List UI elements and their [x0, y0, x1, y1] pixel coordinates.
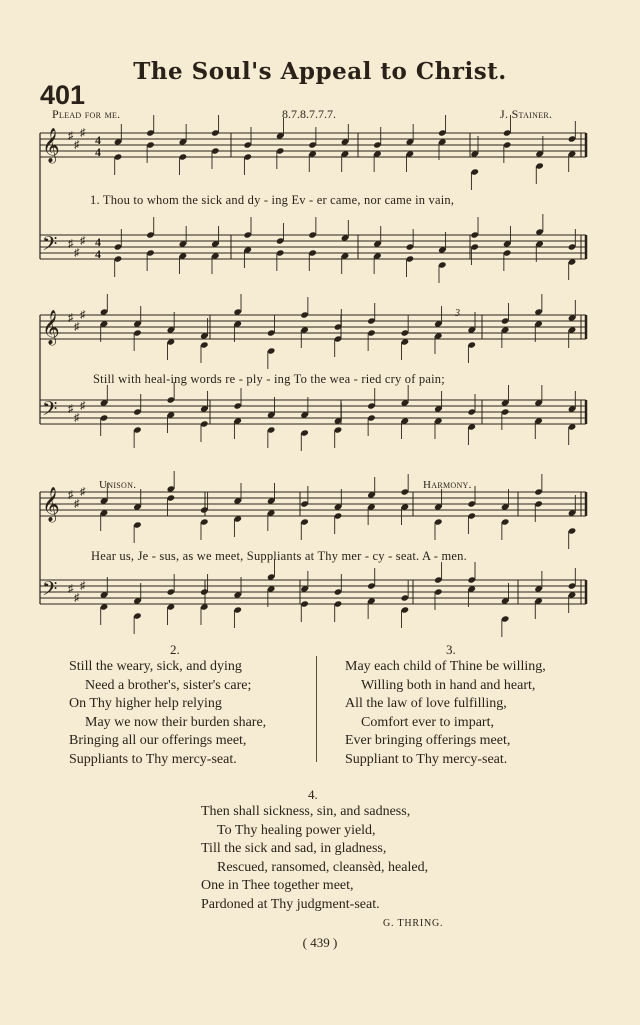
sharp-sign: ♯	[74, 412, 80, 424]
sharp-sign: ♯	[68, 312, 74, 324]
verse-line: Pardoned at Thy judgment-seat.	[201, 896, 380, 912]
verse-4-number: 4.	[308, 787, 318, 802]
treble-clef-icon: 𝄞	[42, 488, 60, 521]
sharp-sign: ♯	[68, 403, 74, 415]
verse-line: Comfort ever to impart,	[361, 714, 494, 730]
sharp-sign: ♯	[74, 247, 80, 259]
verse-line: Need a brother's, sister's care;	[85, 677, 252, 693]
verse-line: All the law of love fulfilling,	[345, 696, 507, 712]
lyric-line-1: 1. Thou to whom the sick and dy - ing Ev - er came, nor came in vain,	[90, 193, 455, 207]
sharp-sign: ♯	[80, 309, 86, 321]
treble-clef-icon: 𝄞	[42, 129, 60, 162]
treble-clef-icon: 𝄞	[42, 311, 60, 344]
hymn-title: The Soul's Appeal to Christ.	[133, 58, 507, 85]
verse-line: Suppliant to Thy mercy-seat.	[345, 751, 508, 767]
lyric-line-3: Hear us, Je - sus, as we meet, Suppliants at Thy mer - cy - seat. A - men.	[91, 549, 467, 563]
sharp-sign: ♯	[80, 235, 86, 247]
verse-line: Ever bringing offerings meet,	[345, 733, 511, 749]
verse-line: May we now their burden share,	[85, 714, 267, 730]
verse-2-number: 2.	[170, 642, 180, 657]
sharp-sign: ♯	[68, 583, 74, 595]
time-signature-top: 4	[95, 235, 101, 249]
verse-line: On Thy higher help relying	[69, 696, 222, 712]
verse-line: May each child of Thine be willing,	[345, 659, 546, 674]
verse-line: Then shall sickness, sin, and sadness,	[201, 804, 411, 819]
bass-clef-icon: 𝄢	[42, 234, 58, 260]
sharp-sign: ♯	[80, 486, 86, 498]
time-signature-bottom: 4	[95, 145, 101, 159]
sharp-sign: ♯	[74, 139, 80, 151]
sharp-sign: ♯	[74, 498, 80, 510]
tune-name: Plead for me.	[52, 107, 121, 121]
sharp-sign: ♯	[68, 489, 74, 501]
sharp-sign: ♯	[74, 592, 80, 604]
verse-3-number: 3.	[446, 642, 456, 657]
triplet-mark: 3	[455, 308, 460, 319]
meter: 8.7.8.7.7.7.	[282, 107, 336, 121]
verse-line: One in Thee together meet,	[201, 878, 354, 894]
verse-line: Suppliants to Thy mercy-seat.	[69, 751, 237, 767]
verse-line: To Thy healing power yield,	[217, 822, 376, 838]
composer: J. Stainer.	[500, 107, 553, 121]
time-signature-bottom: 4	[95, 247, 101, 261]
author: G. THRING.	[383, 918, 444, 929]
bass-clef-icon: 𝄢	[42, 579, 58, 605]
time-signature-top: 4	[95, 133, 101, 147]
lyric-line-2: Still with heal-ing words re - ply - ing To the wea - ried cry of pain;	[93, 372, 445, 386]
verse-2	[69, 658, 266, 770]
sharp-sign: ♯	[74, 321, 80, 333]
harmony-label: Harmony.	[423, 479, 472, 491]
verse-line: Still the weary, sick, and dying	[69, 659, 242, 674]
sharp-sign: ♯	[68, 238, 74, 250]
sharp-sign: ♯	[80, 580, 86, 592]
verse-4	[201, 803, 428, 915]
sharp-sign: ♯	[68, 130, 74, 142]
sharp-sign: ♯	[80, 127, 86, 139]
verse-line: Till the sick and sad, in gladness,	[201, 841, 387, 857]
sharp-sign: ♯	[80, 400, 86, 412]
bass-clef-icon: 𝄢	[42, 399, 58, 425]
verse-line: Bringing all our offerings meet,	[69, 733, 247, 749]
verse-divider	[316, 656, 317, 762]
verse-3	[345, 658, 546, 770]
verse-line: Willing both in hand and heart,	[361, 677, 536, 693]
unison-label: Unison.	[99, 479, 137, 491]
hymn-number: 401	[40, 80, 86, 110]
page-number: ( 439 )	[302, 935, 338, 950]
verse-line: Rescued, ransomed, cleansèd, healed,	[217, 859, 429, 875]
